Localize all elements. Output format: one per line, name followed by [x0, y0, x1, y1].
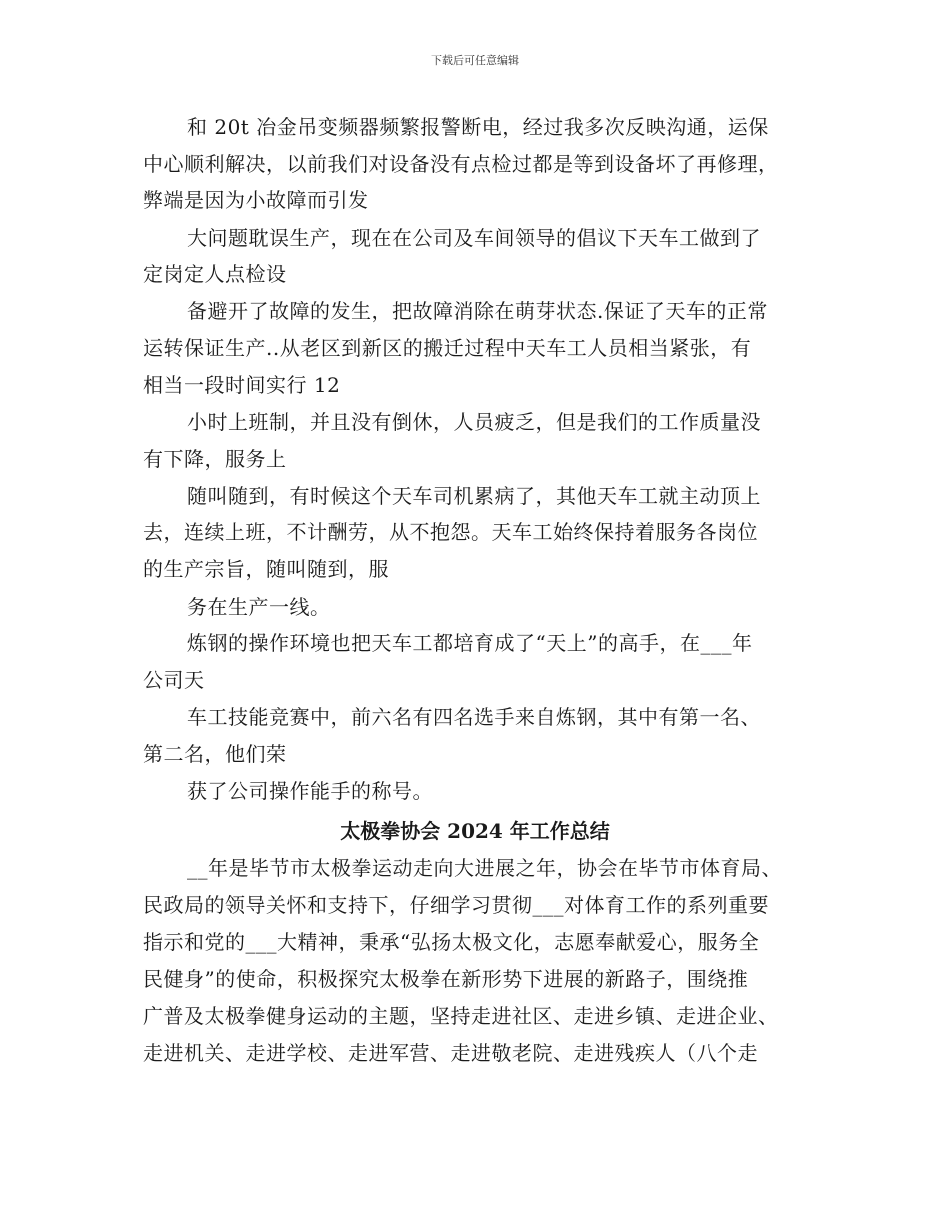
paragraph-line: 小时上班制，并且没有倒休，人员疲乏，但是我们的工作质量没 [187, 410, 761, 434]
paragraph-line: 随叫随到，有时候这个天车司机累病了，其他天车工就主动顶上 [187, 484, 761, 508]
paragraph-line: 运转保证生产..从老区到新区的搬迁过程中天车工人员相当紧张，有 [143, 336, 752, 360]
paragraph-line: 中心顺利解决，以前我们对设备没有点检过都是等到设备坏了再修理， [143, 152, 779, 176]
paragraph-line: 有下降，服务上 [143, 447, 287, 471]
paragraph-line: 走进机关、走进学校、走进军营、走进敬老院、走进残疾人（八个走 [143, 1041, 758, 1065]
paragraph-line: 炼钢的操作环境也把天车工都培育成了“天上”的高手，在___年 [187, 631, 753, 655]
paragraph-line: 务在生产一线。 [187, 595, 331, 619]
paragraph-line: 的生产宗旨，随叫随到，服 [143, 557, 389, 581]
page-header: 下载后可任意编辑 [431, 54, 519, 67]
paragraph-line: 公司天 [143, 668, 205, 692]
paragraph-line: 指示和党的___大精神，秉承“弘扬太极文化，志愿奉献爱心，服务全 [143, 930, 760, 954]
paragraph-line: 大问题耽误生产，现在在公司及车间领导的倡议下天车工做到了 [187, 226, 761, 250]
section-title: 太极拳协会 2024 年工作总结 [340, 819, 610, 843]
paragraph-line: 相当一段时间实行 12 [143, 373, 341, 397]
paragraph-line: 民健身”的使命，积极探究太极拳在新形势下进展的新路子，围绕推 [143, 967, 749, 991]
paragraph-line: 广普及太极拳健身运动的主题，坚持走进社区、走进乡镇、走进企业、 [143, 1004, 779, 1028]
paragraph-line: 备避开了故障的发生，把故障消除在萌芽状态.保证了天车的正常 [187, 299, 768, 323]
paragraph-line: 第二名，他们荣 [143, 742, 287, 766]
paragraph-line: 弊端是因为小故障而引发 [143, 188, 369, 212]
paragraph-line: 和 20t 冶金吊变频器频繁报警断电，经过我多次反映沟通，运保 [187, 115, 769, 139]
paragraph-line: 获了公司操作能手的称号。 [187, 779, 433, 803]
paragraph-line: __年是毕节市太极拳运动走向大进展之年，协会在毕节市体育局、 [187, 856, 782, 880]
paragraph-line: 定岗定人点检设 [143, 262, 287, 286]
paragraph-line: 车工技能竞赛中，前六名有四名选手来自炼钢，其中有第一名、 [187, 705, 761, 729]
paragraph-line: 民政局的领导关怀和支持下，仔细学习贯彻___对体育工作的系列重要 [143, 893, 769, 917]
paragraph-line: 去，连续上班，不计酬劳，从不抱怨。天车工始终保持着服务各岗位 [143, 520, 758, 544]
